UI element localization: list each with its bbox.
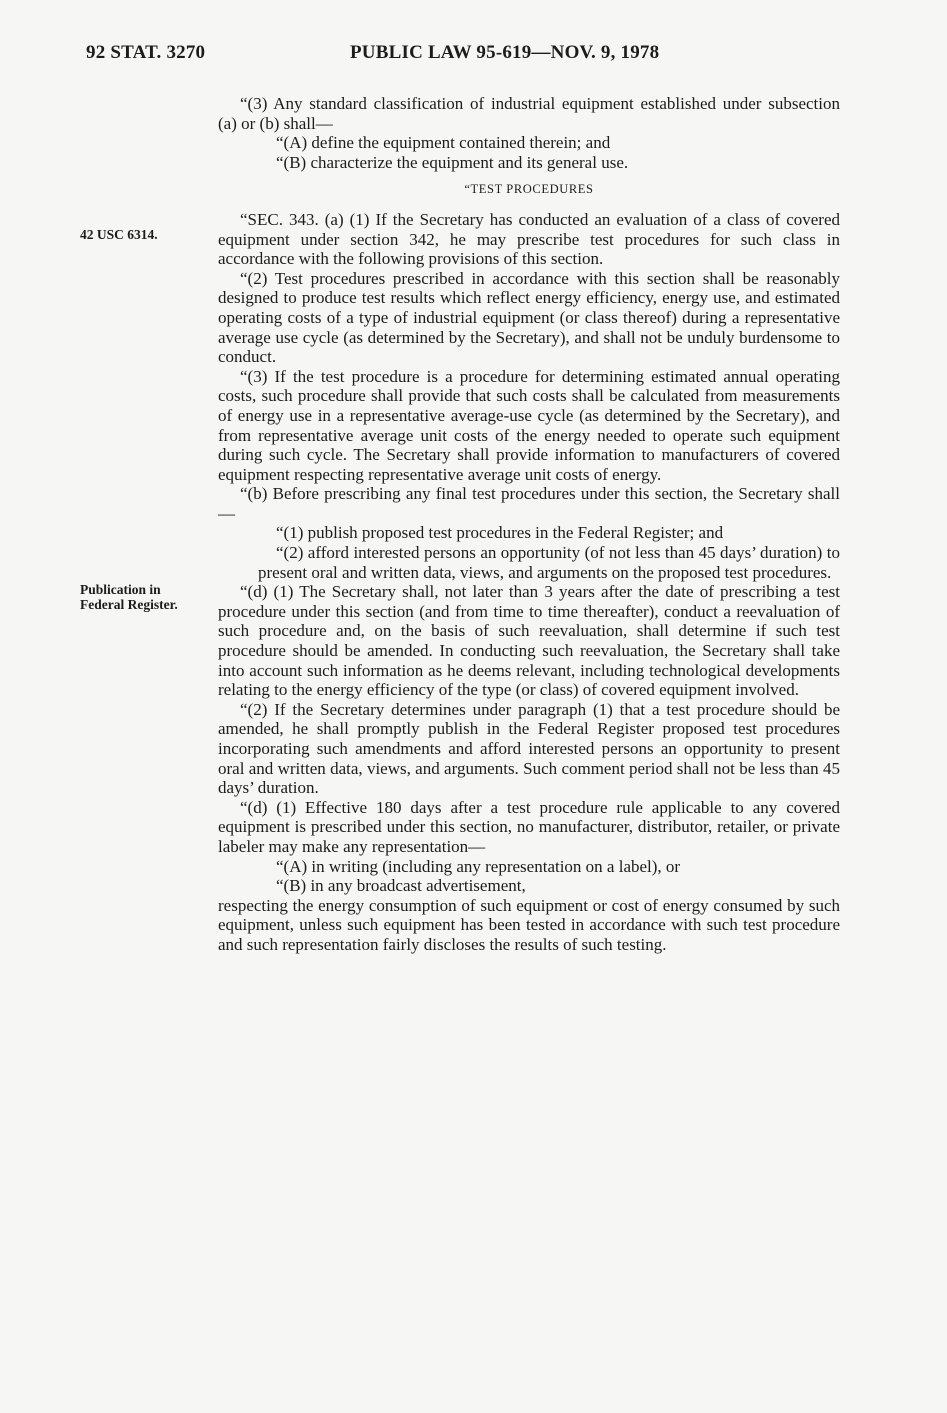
margin-note-publication-line1: Publication in <box>80 582 161 597</box>
paragraph-classification-3a: “(A) define the equipment contained therein; and <box>276 133 611 153</box>
paragraph-classification-3: “(3) Any standard classification of industrial equipment established under subsection (a) or (b) shall— <box>218 94 840 133</box>
statute-body <box>218 94 840 955</box>
paragraph-sec-343-d1-effective: “(d) (1) Effective 180 days after a test procedure rule applicable to any covered equipment is prescribed under this section, no manufacturer, distributor, retailer, or private labeler may make any representation— <box>218 797 840 856</box>
paragraph-sec-343-d1: “(d) (1) The Secretary shall, not later than 3 years after the date of prescribing a test procedure under this section (and from time to time thereafter), conduct a reevaluation of such procedure and, on the basis of such reevaluation, shall determine if such test procedure should be amended. In conducting such reevaluation, the Secretary shall take into account such information as he deems relevant, including technological developments relating to the energy efficiency of the type (or class) of covered equipment involved. <box>218 582 840 700</box>
paragraph-classification-3b: “(B) characterize the equipment and its general use. <box>276 152 629 172</box>
statute-page-reference: 92 STAT. 3270 <box>86 42 206 63</box>
margin-note-publication-line2: Federal Register. <box>80 597 178 612</box>
paragraph-sec-343-closing: respecting the energy consumption of such equipment or cost of energy consumed by such equipment, unless such equipment has been tested in accordance with such test procedure and such representation fairly discloses the results of such testing. <box>218 895 840 954</box>
page-header <box>0 42 947 72</box>
paragraph-sec-343-b1: “(1) publish proposed test procedures in the Federal Register; and <box>276 523 724 543</box>
paragraph-sec-343-a3: “(3) If the test procedure is a procedure for determining estimated annual operating costs, such procedure shall provide that such costs shall be calculated from measurements of energy use in a representative average-use cycle (as determined by the Secretary), and from representative average unit costs of the energy needed to operate such equipment during such cycle. The Secretary shall provide information to manufacturers of covered equipment respecting representative average unit costs of energy. <box>218 366 840 484</box>
paragraph-sec-343-a1: “SEC. 343. (a) (1) If the Secretary has conducted an evaluation of a class of covered equipment under section 342, he may prescribe test procedures for such class in accordance with the following provisions of this section. <box>218 209 840 269</box>
public-law-title: PUBLIC LAW 95-619—NOV. 9, 1978 <box>350 42 660 63</box>
paragraph-sec-343-dA: “(A) in writing (including any representation on a label), or <box>276 856 681 876</box>
margin-note-usc-citation: 42 USC 6314. <box>80 227 158 242</box>
paragraph-sec-343-b: “(b) Before prescribing any final test procedures under this section, the Secretary shall— <box>218 484 840 523</box>
paragraph-sec-343-b2: “(2) afford interested persons an opportunity (of not less than 45 days’ duration) to present oral and written data, views, and arguments on the proposed test procedures. <box>258 543 840 582</box>
paragraph-sec-343-dB: “(B) in any broadcast advertisement, <box>276 876 526 896</box>
margin-note-publication <box>80 582 178 612</box>
section-heading-test-procedures: “TEST PROCEDURES <box>464 182 594 197</box>
paragraph-sec-343-d2: “(2) If the Secretary determines under paragraph (1) that a test procedure should be amended, he shall promptly publish in the Federal Register proposed test procedures incorporating such amendments and afford interested persons an opportunity to present oral and written data, views, and arguments. Such comment period shall not be less than 45 days’ duration. <box>218 699 840 798</box>
paragraph-sec-343-a2: “(2) Test procedures prescribed in accordance with this section shall be reasonably designed to produce test results which reflect energy efficiency, energy use, and estimated operating costs of a type of industrial equipment (or class thereof) during a representative average use cycle (as determined by the Secretary), and shall not be unduly burdensome to conduct. <box>218 268 840 367</box>
